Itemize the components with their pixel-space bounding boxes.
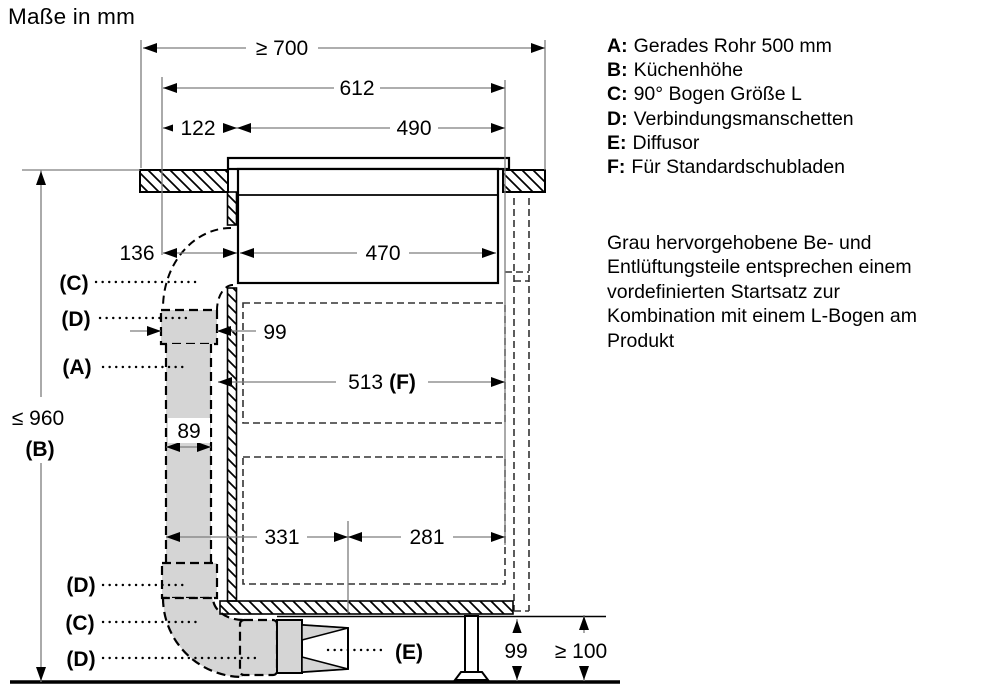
dim-offset-left: 122 xyxy=(180,117,216,140)
legend-key: D: xyxy=(607,107,628,130)
dim-pipe-width: 89 xyxy=(177,420,201,443)
dimension-arrows xyxy=(36,43,589,681)
legend xyxy=(607,34,854,179)
legend-key: E: xyxy=(607,131,627,154)
dimension-lines xyxy=(22,40,584,682)
legend-key: B: xyxy=(607,59,628,82)
dim-top-clearance: ≥ 700 xyxy=(255,37,309,60)
page-title: Maße in mm xyxy=(8,4,136,29)
upper-bend-dashed xyxy=(163,228,233,310)
label-e-diffusor: (E) xyxy=(395,641,423,664)
legend-text: Für Standardschubladen xyxy=(631,156,845,179)
rear-air-channel xyxy=(505,198,529,611)
drawer-lower xyxy=(243,457,505,584)
legend-text: Gerades Rohr 500 mm xyxy=(633,35,832,57)
note-line: vordefinierten Startsatz zur xyxy=(607,280,841,303)
note-line: Entlüftungsteile entsprechen einem xyxy=(607,256,912,279)
dim-floor-clearance: ≥ 100 xyxy=(554,640,608,663)
worktop-left xyxy=(140,170,228,192)
legend-key: C: xyxy=(607,83,628,106)
dim-sleeve-width: 99 xyxy=(263,321,287,344)
legend-text: 90° Bogen Größe L xyxy=(633,83,802,106)
dim-height-ref: (B) xyxy=(25,438,55,461)
legend-item-f xyxy=(607,155,854,179)
dim-duct-offset: 136 xyxy=(119,242,155,265)
legend-item-d xyxy=(607,107,854,131)
dim-hob-width: 470 xyxy=(365,242,401,265)
label-d-upper: (D) xyxy=(61,308,91,331)
legend-item-e xyxy=(607,131,854,155)
label-c-upper: (C) xyxy=(59,272,89,295)
dim-drawer-depth xyxy=(348,371,416,394)
cabinet-leg-foot xyxy=(455,672,488,680)
legend-key: F: xyxy=(607,156,626,179)
dim-run-left: 331 xyxy=(264,526,300,549)
note-line: Grau hervorgehobene Be- und xyxy=(607,232,872,254)
dim-run-right: 281 xyxy=(409,526,445,549)
gray-parts-note xyxy=(607,231,917,353)
dim-cutout: 490 xyxy=(396,117,432,140)
note-line: Kombination mit einem L-Bogen am xyxy=(607,305,917,328)
dim-width-overall: 612 xyxy=(339,77,375,100)
note-line: Produkt xyxy=(607,329,675,352)
sleeve-upper xyxy=(161,310,217,344)
legend-item-c xyxy=(607,82,854,106)
label-a-pipe: (A) xyxy=(62,356,92,379)
dim-height-value: ≤ 960 xyxy=(11,407,65,430)
worktop-cut-edge xyxy=(228,192,237,225)
worktop-right xyxy=(503,170,545,192)
label-d-middle: (D) xyxy=(66,574,96,597)
straight-pipe xyxy=(166,344,211,563)
legend-text: Diffusor xyxy=(632,131,700,154)
dim-drawer-depth-ref: (F) xyxy=(389,371,416,394)
diffusor xyxy=(277,620,348,673)
legend-text: Verbindungsmanschetten xyxy=(633,107,854,130)
legend-text: Küchenhöhe xyxy=(633,59,744,82)
dim-plinth-height: 99 xyxy=(504,640,528,663)
hob-housing xyxy=(238,169,498,283)
sleeve-middle xyxy=(162,563,217,598)
legend-key: A: xyxy=(607,35,628,57)
cabinet-bottom-panel xyxy=(220,601,513,614)
dim-drawer-depth-value: 513 xyxy=(348,371,384,394)
label-c-lower: (C) xyxy=(65,612,95,635)
legend-item-b xyxy=(607,58,854,82)
legend-item-a xyxy=(607,34,854,58)
cabinet-leg xyxy=(465,616,478,672)
dimension-text-backgrounds xyxy=(2,36,618,666)
sleeve-lower xyxy=(240,620,277,675)
hob-glass-plate xyxy=(228,158,509,169)
label-d-lower: (D) xyxy=(66,648,96,671)
